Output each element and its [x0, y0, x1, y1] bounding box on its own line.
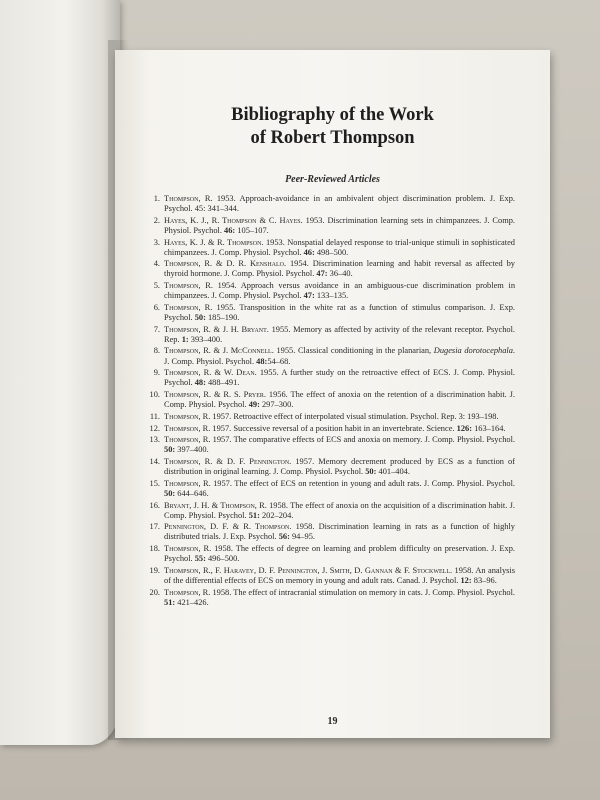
reference-text: 1957. The comparative effects of ECS and anoxia on memory. J. Comp. Physiol. Psychol. [210, 435, 516, 445]
reference-volume: 50: [194, 313, 206, 322]
reference-entry [145, 501, 515, 521]
reference-volume: 50: [365, 467, 377, 477]
reference-pages: 644–646. [175, 488, 209, 498]
reference-pages: 36–40. [327, 269, 353, 279]
reference-pages: 498–500. [314, 247, 349, 257]
reference-number: 13. [149, 435, 160, 445]
reference-authors: Pennington, D. F. & R. Thompson. [164, 522, 292, 532]
reference-authors: Hayes, K. J. & R. Thompson. [164, 237, 264, 247]
reference-volume: 56: [278, 532, 290, 542]
reference-authors: Thompson, R. [164, 281, 213, 291]
reference-entry [145, 238, 515, 258]
reference-number: 16. [149, 500, 160, 510]
reference-number: 9. [153, 368, 160, 378]
reference-pages: 393–400. [188, 334, 223, 344]
reference-text: 1955. Transposition in the white rat as a function of stimulus comparison. J. Exp. Psychol. [164, 302, 515, 322]
reference-entry [145, 457, 515, 477]
reference-text: 1956. The effect of anoxia on the retention of a discrimination habit. J. Comp. Physiol. Psychol. [164, 390, 515, 410]
reference-entry [145, 479, 515, 499]
reference-entry [145, 281, 515, 301]
reference-text: 1957. Memory decrement produced by ECS as a function of distribution in original learning. J. Comp. Physiol. Psychol. [164, 456, 515, 477]
reference-entry [145, 368, 515, 388]
reference-entry [145, 325, 515, 345]
reference-text: 1958. The effect of intracranial stimulation on memory in cats. J. Comp. Physiol. Psychol. [210, 587, 515, 597]
reference-number: 2. [153, 215, 160, 225]
reference-number: 12. [149, 423, 160, 433]
reference-pages: 94–95. [289, 532, 315, 542]
reference-text: 1958. The effect of anoxia on the acquisition of a discrimination habit. J. Comp. Physiol. Psychol. [164, 500, 515, 520]
reference-text: 1953. Nonspatial delayed response to trial-unique stimuli in sophisticated chimpanzees. J. Comp. Physiol. Psychol. [164, 237, 515, 257]
reference-number: 8. [153, 346, 160, 356]
reference-volume: 50: [164, 488, 176, 498]
reference-entry [145, 522, 515, 542]
reference-text: 1958. An analysis of the differential effects of ECS on memory in young and adult rats. Canad. J. Psychol. [164, 565, 515, 585]
reference-number: 20. [149, 587, 160, 597]
reference-entry [145, 566, 515, 586]
reference-text: 1957. Successive reversal of a position habit in an invertebrate. Science. [210, 423, 457, 433]
reference-volume: 49: [248, 400, 260, 410]
reference-volume: 12: [460, 575, 472, 585]
reference-list [145, 194, 515, 609]
reference-pages: 488–491. [205, 378, 240, 388]
reference-pages: 202–204. [259, 510, 294, 520]
reference-pages: 163–164. [471, 423, 506, 433]
reference-text-continued: . J. Comp. Physiol. Psychol. [164, 346, 515, 366]
reference-pages: 421–426. [175, 597, 209, 607]
reference-text: 1958. Discrimination learning in rats as a function of highly distributed trials. J. Exp. Psychol. [164, 522, 515, 542]
reference-volume: 55: [194, 554, 206, 564]
reference-entry [145, 412, 515, 422]
reference-number: 18. [149, 544, 160, 554]
reference-number: 15. [149, 478, 160, 488]
reference-authors: Thompson, R., F. Haravey, D. F. Pennington, J. Smith, D. Gannan & F. Stockwell. [164, 565, 453, 575]
reference-text: 1957. Retroactive effect of interpolated visual stimulation. Psychol. Rep. 3: 193–198. [210, 411, 499, 421]
reference-number: 5. [153, 281, 160, 291]
reference-authors: Thompson, R. [164, 587, 211, 597]
reference-number: 10. [149, 390, 160, 400]
reference-pages: 54–68. [267, 356, 291, 366]
reference-number: 4. [153, 259, 160, 269]
reference-volume: 51: [248, 510, 260, 520]
reference-authors: Thompson, R. & W. Dean. [164, 368, 257, 378]
reference-authors: Thompson, R. & J. H. Bryant. [164, 324, 269, 334]
reference-volume: 46: [224, 225, 236, 235]
reference-number: 6. [153, 302, 160, 312]
left-page-edge [0, 0, 120, 745]
page-number: 19 [327, 716, 338, 727]
book-page [115, 50, 550, 738]
title-line-1: Bibliography of the Work [231, 105, 434, 125]
reference-volume: 46: [303, 247, 315, 257]
reference-volume: 47: [316, 269, 328, 279]
reference-volume: 126: [456, 423, 472, 433]
reference-number: 14. [149, 456, 160, 466]
reference-entry [145, 424, 515, 434]
reference-entry [145, 216, 515, 236]
reference-authors: Bryant, J. H. & Thompson, R. [164, 500, 267, 510]
reference-text: 1958. The effects of degree on learning and problem difficulty on preservation. J. Exp. Psychol. [164, 544, 515, 564]
reference-pages: 496–500. [205, 554, 240, 564]
reference-entry [145, 259, 515, 279]
reference-authors: Thompson, R. [164, 423, 211, 433]
reference-entry [145, 544, 515, 564]
reference-pages: 105–107. [235, 225, 269, 235]
reference-authors: Thompson, R. [164, 194, 213, 203]
reference-text: 1954. Approach versus avoidance in an ambiguous-cue discrimination problem in chimpanzees. J. Comp. Physiol. Psychol. [164, 281, 516, 301]
reference-text: 1957. The effect of ECS on retention in young and adult rats. J. Comp. Physiol. Psychol. [210, 478, 515, 488]
reference-volume: 1: [181, 334, 189, 344]
reference-entry [145, 346, 515, 366]
reference-entry [145, 194, 515, 214]
reference-entry [145, 390, 515, 410]
reference-pages: 83–96. [471, 575, 497, 585]
reference-text: 1953. Approach-avoidance in an ambivalent object discrimination problem. J. Exp. Psychol. 45: 341–344. [164, 194, 515, 214]
reference-authors: Thompson, R. [164, 435, 211, 445]
reference-authors: Thompson, R. [164, 302, 213, 312]
reference-text: 1954. Discrimination learning and habit reversal as affected by thyroid hormone. J. Comp. Physiol. Psychol. [164, 259, 515, 279]
reference-volume: 48: [194, 378, 206, 388]
reference-volume: 48: [256, 356, 268, 366]
reference-number: 19. [149, 565, 160, 575]
reference-authors: Thompson, R. & J. McConnell. [164, 346, 274, 356]
reference-authors: Thompson, R. [164, 544, 212, 554]
reference-authors: Thompson, R. [164, 478, 211, 488]
section-title: Peer-Reviewed Articles [285, 174, 380, 185]
reference-pages: 397–400. [175, 445, 209, 455]
reference-authors: Thompson, R. [164, 411, 211, 421]
reference-number: 1. [153, 194, 160, 203]
reference-text: 1953. Discrimination learning sets in chimpanzees. J. Comp. Physiol. Psychol. [164, 215, 515, 235]
reference-volume: 47: [303, 291, 315, 301]
reference-text: 1955. A further study on the retroactive effect of ECS. J. Comp. Physiol. Psychol. [164, 368, 516, 388]
reference-pages: 297–300. [259, 400, 294, 410]
title-line-2: of Robert Thompson [250, 128, 415, 148]
reference-number: 3. [153, 237, 160, 247]
reference-entry [145, 435, 515, 455]
reference-number: 7. [153, 324, 160, 334]
reference-volume: 51: [164, 597, 176, 607]
reference-pages: 185–190. [205, 313, 240, 322]
reference-authors: Thompson, R. & D. F. Pennington. [164, 456, 292, 466]
reference-pages: 133–135. [314, 291, 349, 301]
page-title [115, 104, 550, 150]
reference-authors: Hayes, K. J., R. Thompson & C. Hayes. [164, 215, 303, 225]
reference-entry [145, 303, 515, 323]
reference-number: 11. [149, 411, 160, 421]
reference-authors: Thompson, R. & D. R. Kenshalo. [164, 259, 287, 269]
reference-entry [145, 588, 515, 608]
reference-text: 1955. Memory as affected by activity of the relevant receptor. Psychol. Rep. [164, 324, 515, 344]
reference-italic-title: Dugesia dorotocephala [433, 346, 513, 356]
reference-text: 1955. Classical conditioning in the planarian, [273, 346, 434, 356]
reference-number: 17. [149, 522, 160, 532]
reference-volume: 50: [164, 445, 176, 455]
reference-authors: Thompson, R. & R. S. Pryer. [164, 390, 266, 400]
reference-pages: 401–404. [376, 467, 410, 477]
